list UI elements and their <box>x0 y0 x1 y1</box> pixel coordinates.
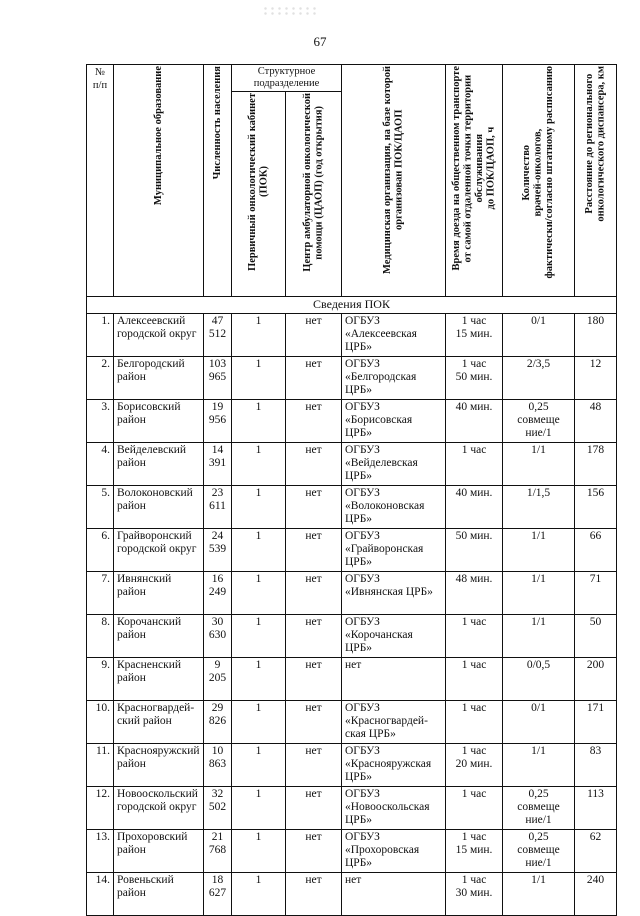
cell-municipality: Корочанский район <box>114 615 204 658</box>
table-row <box>87 744 617 787</box>
cell-municipality: Волоконовский район <box>114 486 204 529</box>
table-row <box>87 400 617 443</box>
table-row <box>87 572 617 615</box>
cell-municipality: Прохоровский район <box>114 830 204 873</box>
cell-med-org: нет <box>342 873 446 916</box>
cell-population: 29 826 <box>204 701 232 744</box>
cell-tsaop: нет <box>286 701 342 744</box>
header-structural-group: Структурное подразделение <box>232 65 342 92</box>
cell-municipality: Алексеевский городской округ <box>114 314 204 357</box>
cell-tsaop: нет <box>286 658 342 701</box>
cell-tsaop: нет <box>286 443 342 486</box>
header-travel-time: Время доезда на общественном транспорте от самой отдаленной точки территории обслуживания до ПОК/ЦАОП, ч <box>446 65 503 297</box>
cell-pok: 1 <box>232 873 286 916</box>
cell-pok: 1 <box>232 830 286 873</box>
cell-num: 13. <box>87 830 114 873</box>
table-row <box>87 529 617 572</box>
cell-travel-time: 40 мин. <box>446 400 503 443</box>
cell-travel-time: 1 час <box>446 615 503 658</box>
cell-oncologists: 0,25 совмеще ние/1 <box>503 787 575 830</box>
cell-tsaop: нет <box>286 873 342 916</box>
table-row <box>87 357 617 400</box>
header-med-org: Медицинская организация, на базе которой организован ПОК/ЦАОП <box>342 65 446 297</box>
cell-med-org: ОГБУЗ «Прохоровская ЦРБ» <box>342 830 446 873</box>
cell-travel-time: 48 мин. <box>446 572 503 615</box>
cell-oncologists: 0,25 совмеще ние/1 <box>503 400 575 443</box>
cell-oncologists: 1/1 <box>503 615 575 658</box>
cell-med-org: ОГБУЗ «Борисовская ЦРБ» <box>342 400 446 443</box>
cell-pok: 1 <box>232 486 286 529</box>
cell-population: 32 502 <box>204 787 232 830</box>
cell-med-org: ОГБУЗ «Алексеевская ЦРБ» <box>342 314 446 357</box>
cell-oncologists: 0/1 <box>503 314 575 357</box>
cell-municipality: Грайворонский городской округ <box>114 529 204 572</box>
cell-travel-time: 1 час <box>446 701 503 744</box>
cell-oncologists: 0/0,5 <box>503 658 575 701</box>
cell-med-org: ОГБУЗ «Новооскольская ЦРБ» <box>342 787 446 830</box>
table-body <box>87 297 617 916</box>
cell-med-org: ОГБУЗ «Волоконовская ЦРБ» <box>342 486 446 529</box>
cell-municipality: Белгородский район <box>114 357 204 400</box>
page-number: 67 <box>313 34 327 49</box>
cell-population: 103 965 <box>204 357 232 400</box>
table-row <box>87 314 617 357</box>
cell-med-org: ОГБУЗ «Грайворонская ЦРБ» <box>342 529 446 572</box>
cell-municipality: Новооскольский городской округ <box>114 787 204 830</box>
cell-num: 12. <box>87 787 114 830</box>
cell-distance: 113 <box>575 787 617 830</box>
cell-num: 3. <box>87 400 114 443</box>
scan-artifact <box>262 6 318 16</box>
cell-municipality: Красногвардей-ский район <box>114 701 204 744</box>
cell-num: 2. <box>87 357 114 400</box>
cell-distance: 62 <box>575 830 617 873</box>
cell-population: 30 630 <box>204 615 232 658</box>
cell-municipality: Вейделевский район <box>114 443 204 486</box>
cell-travel-time: 50 мин. <box>446 529 503 572</box>
cell-tsaop: нет <box>286 314 342 357</box>
cell-tsaop: нет <box>286 529 342 572</box>
cell-population: 47 512 <box>204 314 232 357</box>
cell-num: 5. <box>87 486 114 529</box>
cell-municipality: Ровеньский район <box>114 873 204 916</box>
cell-num: 6. <box>87 529 114 572</box>
cell-distance: 48 <box>575 400 617 443</box>
cell-distance: 83 <box>575 744 617 787</box>
cell-med-org: ОГБУЗ «Красногвардей- ская ЦРБ» <box>342 701 446 744</box>
cell-oncologists: 1/1 <box>503 529 575 572</box>
cell-pok: 1 <box>232 787 286 830</box>
cell-oncologists: 1/1 <box>503 744 575 787</box>
table-row <box>87 658 617 701</box>
section-title: Сведения ПОК <box>87 297 617 314</box>
cell-distance: 12 <box>575 357 617 400</box>
cell-tsaop: нет <box>286 357 342 400</box>
table-row <box>87 830 617 873</box>
header-distance: Расстояние до регионального онкологического диспансера, км <box>575 65 617 297</box>
cell-oncologists: 1/1,5 <box>503 486 575 529</box>
cell-travel-time: 1 час 20 мин. <box>446 744 503 787</box>
cell-distance: 178 <box>575 443 617 486</box>
cell-oncologists: 2/3,5 <box>503 357 575 400</box>
cell-num: 1. <box>87 314 114 357</box>
cell-pok: 1 <box>232 658 286 701</box>
cell-population: 24 539 <box>204 529 232 572</box>
cell-municipality: Борисовский район <box>114 400 204 443</box>
cell-travel-time: 1 час <box>446 658 503 701</box>
cell-distance: 71 <box>575 572 617 615</box>
table-row <box>87 443 617 486</box>
cell-oncologists: 1/1 <box>503 873 575 916</box>
cell-tsaop: нет <box>286 744 342 787</box>
cell-num: 4. <box>87 443 114 486</box>
cell-travel-time: 40 мин. <box>446 486 503 529</box>
cell-pok: 1 <box>232 615 286 658</box>
cell-tsaop: нет <box>286 787 342 830</box>
cell-tsaop: нет <box>286 400 342 443</box>
cell-tsaop: нет <box>286 830 342 873</box>
cell-med-org: нет <box>342 658 446 701</box>
cell-num: 9. <box>87 658 114 701</box>
cell-population: 14 391 <box>204 443 232 486</box>
cell-travel-time: 1 час 30 мин. <box>446 873 503 916</box>
header-tsaop: Центр амбулаторной онкологической помощи (ЦАОП) (год открытия) <box>286 92 342 297</box>
cell-distance: 200 <box>575 658 617 701</box>
table-row <box>87 701 617 744</box>
cell-travel-time: 1 час 50 мин. <box>446 357 503 400</box>
oncology-units-table <box>86 64 617 916</box>
header-pok: Первичный онкологический кабинет (ПОК) <box>232 92 286 297</box>
cell-population: 21 768 <box>204 830 232 873</box>
cell-distance: 171 <box>575 701 617 744</box>
cell-population: 19 956 <box>204 400 232 443</box>
cell-distance: 50 <box>575 615 617 658</box>
cell-pok: 1 <box>232 314 286 357</box>
cell-travel-time: 1 час 15 мин. <box>446 314 503 357</box>
cell-municipality: Ивнянский район <box>114 572 204 615</box>
cell-num: 14. <box>87 873 114 916</box>
cell-med-org: ОГБУЗ «Корочанская ЦРБ» <box>342 615 446 658</box>
cell-pok: 1 <box>232 443 286 486</box>
cell-municipality: Краснояружский район <box>114 744 204 787</box>
table-row <box>87 787 617 830</box>
cell-tsaop: нет <box>286 615 342 658</box>
cell-distance: 66 <box>575 529 617 572</box>
cell-num: 11. <box>87 744 114 787</box>
header-municipality: Муниципальное образование <box>114 65 204 297</box>
cell-pok: 1 <box>232 744 286 787</box>
cell-tsaop: нет <box>286 486 342 529</box>
cell-pok: 1 <box>232 357 286 400</box>
cell-oncologists: 1/1 <box>503 572 575 615</box>
cell-travel-time: 1 час 15 мин. <box>446 830 503 873</box>
table-row <box>87 873 617 916</box>
cell-tsaop: нет <box>286 572 342 615</box>
table-row <box>87 486 617 529</box>
cell-pok: 1 <box>232 529 286 572</box>
cell-distance: 180 <box>575 314 617 357</box>
cell-oncologists: 1/1 <box>503 443 575 486</box>
cell-pok: 1 <box>232 400 286 443</box>
header-oncologists: Количество врачей-онкологов, фактически/согласно штатному расписанию <box>503 65 575 297</box>
cell-med-org: ОГБУЗ «Краснояружская ЦРБ» <box>342 744 446 787</box>
header-num: № п/п <box>87 65 114 297</box>
table-row <box>87 615 617 658</box>
cell-population: 10 863 <box>204 744 232 787</box>
cell-oncologists: 0,25 совмеще ние/1 <box>503 830 575 873</box>
cell-num: 7. <box>87 572 114 615</box>
cell-pok: 1 <box>232 572 286 615</box>
cell-oncologists: 0/1 <box>503 701 575 744</box>
header-population: Численность населения <box>204 65 232 297</box>
cell-population: 23 611 <box>204 486 232 529</box>
cell-num: 8. <box>87 615 114 658</box>
cell-med-org: ОГБУЗ «Вейделевская ЦРБ» <box>342 443 446 486</box>
cell-population: 9 205 <box>204 658 232 701</box>
cell-distance: 156 <box>575 486 617 529</box>
cell-travel-time: 1 час <box>446 443 503 486</box>
cell-med-org: ОГБУЗ «Ивнянская ЦРБ» <box>342 572 446 615</box>
cell-population: 18 627 <box>204 873 232 916</box>
cell-distance: 240 <box>575 873 617 916</box>
cell-population: 16 249 <box>204 572 232 615</box>
cell-municipality: Красненский район <box>114 658 204 701</box>
cell-num: 10. <box>87 701 114 744</box>
cell-med-org: ОГБУЗ «Белгородская ЦРБ» <box>342 357 446 400</box>
cell-travel-time: 1 час <box>446 787 503 830</box>
cell-pok: 1 <box>232 701 286 744</box>
